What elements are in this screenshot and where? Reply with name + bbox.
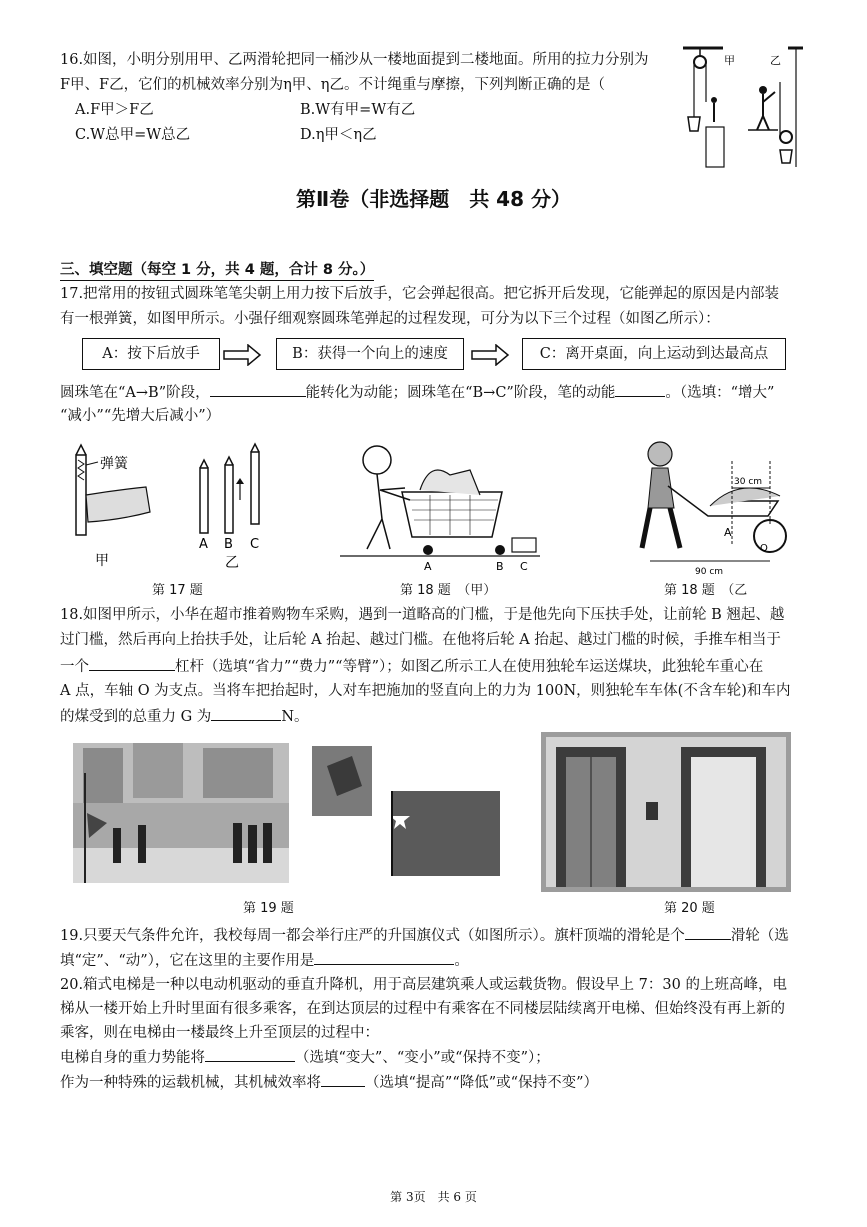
q17-stem-line2: 有一根弹簧，如图甲所示。小强仔细观察圆珠笔弹起的过程发现，可分为以下三个过程（如图乙所示）： <box>60 311 720 327</box>
q16-pulley-figure <box>678 42 808 172</box>
q16-option-a: A.F甲＞F乙 <box>75 102 154 118</box>
q17-stem-line1: 17.把常用的按钮式圆珠笔笔尖朝上用力按下后放手，它会弹起很高。把它拆开后发现，它能弹起的原因是内部装 <box>60 286 780 302</box>
q18-line5-part2: N。 <box>281 709 309 725</box>
q17-arrow-2-icon <box>470 344 510 366</box>
q16-option-c: C.W总甲=W总乙 <box>75 127 191 143</box>
q20-line4-part1: 电梯自身的重力势能将 <box>60 1050 205 1066</box>
q18-wb-point-o: O <box>760 543 768 554</box>
q18-caption-yi: 第 18 题 （乙 <box>664 583 748 598</box>
q17-fig-c-label: C <box>250 537 260 552</box>
q17-fig-a-label: A <box>199 537 208 552</box>
q20-blank-1[interactable] <box>205 1047 295 1062</box>
q20-fill-line4 <box>60 1047 550 1068</box>
q18-stem-line2: 过门槛，然后再向上抬扶手处，让后轮 A 抬起、越过门槛。在他将后轮 A 抬起、越过门槛的时候，手推车相当于 <box>60 632 781 648</box>
q16-fig-label-yi: 乙 <box>770 54 781 67</box>
q18-cart-figure <box>340 440 540 575</box>
q19-blank-1[interactable] <box>685 925 731 940</box>
q19-flag-ceremony-photo <box>73 743 289 883</box>
q20-elevator-photo <box>541 732 791 892</box>
q17-line3-part2: 能转化为动能；圆珠笔在“B→C”阶段，笔的动能 <box>305 385 616 401</box>
q19-flag-closeup-photo <box>312 746 500 876</box>
section3-heading: 三、填空题（每空 1 分，共 4 题，合计 8 分。） <box>60 258 374 281</box>
q19-line1-part1: 19.只要天气条件允许，我校每周一都会举行庄严的升国旗仪式（如图所示）。旗杆顶端的滑轮是个 <box>60 928 685 944</box>
q17-line3-part1: 圆珠笔在“A→B”阶段， <box>60 385 210 401</box>
q20-caption: 第 20 题 <box>664 901 715 916</box>
q17-fig-jia-label: 甲 <box>95 553 109 569</box>
part2-title: 第Ⅱ卷（非选择题 共 48 分） <box>296 187 571 211</box>
q20-stem-line2: 梯从一楼开始上升时里面有很多乘客，在到达顶层的过程中有乘客在不同楼层陆续离开电梯、但始终没有再上新的 <box>60 1001 785 1017</box>
q20-blank-2[interactable] <box>321 1072 365 1087</box>
q17-fig-spring-label: 弹簧 <box>100 456 128 472</box>
q19-line2-part1: 填“定”、“动”），它在这里的主要作用是 <box>60 953 315 969</box>
q17-fill-line3 <box>60 382 774 403</box>
q16-option-b: B.W有甲=W有乙 <box>300 102 416 118</box>
q17-line3-part3: 。（选填：“增大” <box>665 385 775 401</box>
q17-stem-line4: “减小”“先增大后减小”） <box>60 408 221 424</box>
q20-stem-line3: 乘客，则在电梯由一楼最终上升至顶层的过程中： <box>60 1025 379 1041</box>
q18-wb-point-a: A <box>724 526 732 539</box>
q18-fill-line3 <box>60 656 763 677</box>
q19-line1-part2: 滑轮（选 <box>730 928 789 944</box>
q19-caption: 第 19 题 <box>243 901 294 916</box>
q18-cart-label-a: A <box>424 560 432 573</box>
q17-arrow-1-icon <box>222 344 262 366</box>
q20-stem-line1: 20.箱式电梯是一种以电动机驱动的垂直升降机，用于高层建筑乘人或运载货物。假设早上 7：30 的上班高峰，电 <box>60 977 787 993</box>
q18-stem-line4: A 点，车轴 O 为支点。当将车把抬起时，人对车把施加的竖直向上的力为 100N，则独轮车车体(不含车轮)和车内 <box>60 683 791 699</box>
q18-blank-2[interactable] <box>211 706 281 721</box>
q18-fill-line5 <box>60 706 309 727</box>
q18-blank-1[interactable] <box>89 656 175 671</box>
q17-process-box-a: A：按下后放手 <box>82 338 220 370</box>
q18-wheelbarrow-figure <box>620 436 800 576</box>
q20-fill-line5 <box>60 1072 598 1093</box>
q18-line3-part2: 杠杆（选填“省力”“费力”“等臂”）；如图乙所示工人在使用独轮车运送煤块，此独轮车重心在 <box>175 659 764 675</box>
q18-wb-90cm: 90 cm <box>695 567 724 576</box>
q19-line2-part2: 。 <box>454 953 469 969</box>
q18-cart-label-c: C <box>520 560 528 573</box>
q17-fig-b-label: B <box>224 537 233 552</box>
q17-pen-figure <box>60 440 280 585</box>
q20-line5-part1: 作为一种特殊的运载机械，其机械效率将 <box>60 1075 321 1091</box>
q16-stem-line2: F甲、F乙，它们的机械效率分别为η甲、η乙。不计绳重与摩擦，下列判断正确的是（ <box>60 77 605 93</box>
q17-fig-yi-label: 乙 <box>225 555 239 571</box>
q17-process-box-b: B：获得一个向上的速度 <box>276 338 464 370</box>
q20-line4-part2: （选填“变大”、“变小”或“保持不变”）； <box>295 1050 550 1066</box>
q19-fill-line2 <box>60 950 469 971</box>
q17-caption: 第 17 题 <box>152 583 203 598</box>
q17-blank-1[interactable] <box>210 382 306 397</box>
page-footer: 第 3页 共 6 页 <box>390 1190 477 1204</box>
q17-process-box-c: C：离开桌面，向上运动到达最高点 <box>522 338 786 370</box>
q19-fill-line1 <box>60 925 789 946</box>
q19-blank-2[interactable] <box>314 950 454 965</box>
q18-caption-jia: 第 18 题 （甲） <box>400 583 497 598</box>
q18-line5-part1: 的煤受到的总重力 G 为 <box>60 709 212 725</box>
q18-line3-part1: 一个 <box>60 659 89 675</box>
q16-stem-line1: 16.如图，小明分别用甲、乙两滑轮把同一桶沙从一楼地面提到二楼地面。所用的拉力分别为 <box>60 52 649 68</box>
q18-wb-30cm: 30 cm <box>734 477 763 487</box>
q20-line5-part2: （选填“提高”“降低”或“保持不变”） <box>365 1075 598 1091</box>
q18-stem-line1: 18.如图甲所示，小华在超市推着购物车采购，遇到一道略高的门槛，于是他先向下压扶手处，让前轮 B 翘起、越 <box>60 607 785 623</box>
q16-option-d: D.η甲＜η乙 <box>300 127 377 143</box>
q17-blank-2[interactable] <box>615 382 665 397</box>
q16-fig-label-jia: 甲 <box>724 54 735 67</box>
q18-cart-label-b: B <box>496 560 504 573</box>
